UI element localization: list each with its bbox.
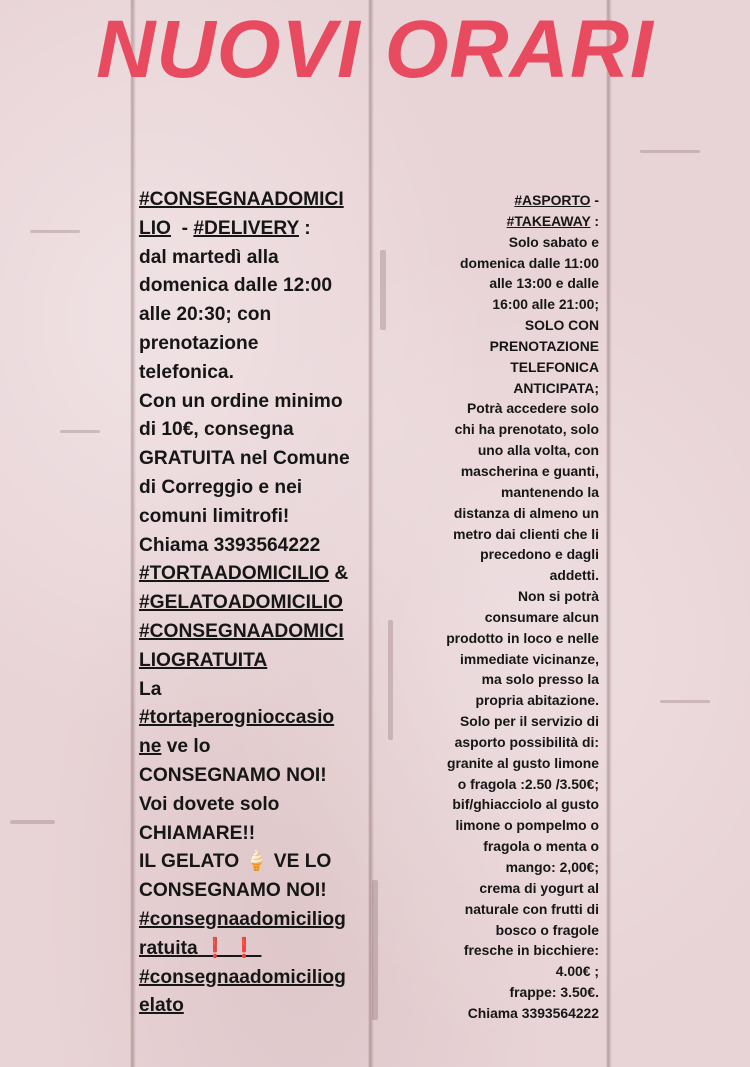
- text-line: [139, 733, 384, 762]
- exclamation-icon: ❗ ❗: [197, 937, 262, 959]
- text-line: Non si potrà: [517, 588, 599, 605]
- delivery-text: [139, 186, 384, 1021]
- hashtag[interactable]: #tortaperognioccasio: [139, 707, 335, 729]
- text-line: Chiama 3393564222: [139, 534, 321, 556]
- text-line: crema di yogurt al: [479, 879, 599, 896]
- text-line: bif/ghiacciolo al gusto: [452, 796, 599, 813]
- text: ve lo: [161, 736, 211, 758]
- hashtag[interactable]: #DELIVERY: [193, 217, 299, 239]
- text-line: ANTICIPATA;: [513, 379, 599, 396]
- text-line: CONSEGNAMO NOI!: [139, 880, 327, 902]
- text-line: dal martedì alla: [139, 246, 279, 268]
- text-line: [139, 935, 384, 964]
- text-line: chi ha prenotato, solo: [454, 421, 599, 438]
- text-line: La: [139, 678, 162, 700]
- text-line: CONSEGNAMO NOI!: [139, 764, 327, 786]
- hashtag[interactable]: #ASPORTO: [514, 192, 591, 208]
- text-line: SOLO CON: [524, 317, 599, 334]
- text-line: fragola o menta o: [483, 838, 599, 855]
- hashtag[interactable]: #CONSEGNAADOMICI: [139, 620, 344, 642]
- hashtag[interactable]: LIOGRATUITA: [139, 649, 268, 671]
- text-line: o fragola :2.50 /3.50€;: [457, 775, 599, 792]
- hashtag[interactable]: #GELATOADOMICILIO: [139, 592, 343, 614]
- text-line: [139, 186, 384, 215]
- text-line: alle 13:00 e dalle: [489, 275, 599, 292]
- hashtag[interactable]: #TORTAADOMICILIO: [139, 563, 330, 585]
- text-line: metro dai clienti che li: [453, 525, 599, 542]
- text-line: comuni limitrofi!: [139, 505, 290, 527]
- text-line: naturale con frutti di: [464, 900, 599, 917]
- text-line: Solo per il servizio di: [460, 713, 599, 730]
- text-line: di Correggio e nei: [139, 476, 303, 498]
- text-line: [139, 964, 384, 993]
- hashtag[interactable]: #consegnaadomiciliog: [139, 966, 346, 988]
- wood-texture: [660, 700, 710, 703]
- text: &: [329, 563, 349, 585]
- text-line: consumare alcun: [484, 608, 599, 625]
- text-line: addetti.: [549, 567, 599, 584]
- text-line: [139, 704, 384, 733]
- text-line: di 10€, consegna: [139, 419, 294, 441]
- text-line: Potrà accedere solo: [466, 400, 599, 417]
- text-line: mascherina e guanti,: [460, 462, 599, 479]
- text-line: [139, 560, 384, 589]
- text: :: [590, 212, 599, 229]
- wood-texture: [60, 430, 100, 433]
- wood-texture: [388, 620, 393, 740]
- text-line: [418, 190, 599, 211]
- text-line: PRENOTAZIONE: [489, 337, 599, 354]
- text-line: [139, 589, 384, 618]
- text: VE LO: [268, 851, 332, 873]
- wood-texture: [640, 150, 700, 153]
- text-line: frappe: 3.50€.: [509, 984, 599, 1001]
- text-line: 4.00€ ;: [555, 963, 599, 980]
- text: IL GELATO: [139, 851, 245, 873]
- text: -: [590, 192, 599, 208]
- text-line: domenica dalle 12:00: [139, 275, 333, 297]
- text-line: CHIAMARE!!: [139, 822, 256, 844]
- text-line: 16:00 alle 21:00;: [492, 296, 599, 313]
- text-line: [139, 618, 384, 647]
- text-line: propria abitazione.: [475, 692, 599, 709]
- hashtag[interactable]: #CONSEGNAADOMICI: [139, 189, 344, 210]
- text-line: [418, 211, 599, 232]
- text-line: Chiama 3393564222: [467, 1004, 599, 1021]
- text-line: mango: 2,00€;: [505, 859, 599, 875]
- text-line: fresche in bicchiere:: [463, 942, 599, 959]
- text-line: GRATUITA nel Comune: [139, 448, 350, 470]
- text-line: [139, 848, 384, 877]
- text-line: distanza di almeno un: [453, 504, 599, 521]
- text: -: [170, 217, 194, 239]
- text-line: [139, 992, 384, 1021]
- text-line: domenica dalle 11:00: [460, 254, 599, 271]
- text-line: [139, 906, 384, 935]
- text-line: precedono e dagli: [480, 546, 599, 563]
- text-line: Voi dovete solo: [139, 793, 280, 815]
- text-line: prenotazione: [139, 332, 259, 354]
- text-line: mantenendo la: [500, 483, 599, 500]
- text-line: uno alla volta, con: [477, 442, 599, 459]
- text-line: [139, 647, 384, 676]
- text: :: [298, 217, 311, 239]
- text-line: [139, 215, 384, 244]
- text-line: asporto possibilità di:: [454, 733, 599, 750]
- text-line: immediate vicinanze,: [460, 650, 599, 667]
- hashtag[interactable]: #TAKEAWAY: [506, 212, 591, 229]
- text-line: Solo sabato e: [508, 233, 599, 250]
- hashtag[interactable]: #consegnaadomiciliog: [139, 908, 346, 930]
- text-line: Con un ordine minimo: [139, 390, 343, 412]
- takeaway-text: [418, 190, 599, 1024]
- text-line: granite al gusto limone: [446, 754, 599, 771]
- hashtag[interactable]: ne: [139, 736, 162, 758]
- text-line: prodotto in loco e nelle: [446, 629, 599, 646]
- text-line: alle 20:30; con: [139, 304, 272, 326]
- hashtag[interactable]: elato: [139, 995, 184, 1017]
- text-line: limone o pompelmo o: [455, 817, 599, 834]
- text-line: TELEFONICA: [510, 358, 599, 375]
- text-line: bosco o fragole: [495, 921, 599, 938]
- hashtag[interactable]: LIO: [139, 217, 171, 239]
- text-line: ma solo presso la: [481, 671, 599, 688]
- takeaway-body: [418, 232, 599, 1024]
- text-line: telefonica.: [139, 361, 234, 383]
- wood-texture: [10, 820, 55, 824]
- ice-cream-icon: 🍦: [244, 851, 269, 873]
- wood-texture: [30, 230, 80, 233]
- hashtag[interactable]: ratuita ❗ ❗: [139, 937, 262, 959]
- page-title: NUOVI ORARI: [96, 4, 654, 95]
